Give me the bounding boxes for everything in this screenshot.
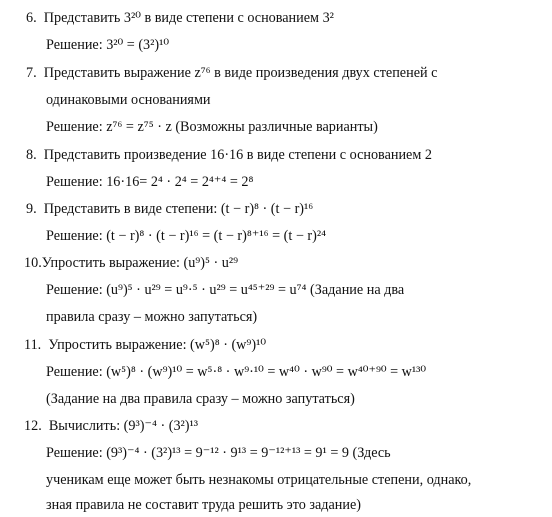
item-10-task — [24, 253, 238, 273]
task-text: Упростить выражение: (u⁹)⁵ · u²⁹ — [41, 255, 239, 271]
item-number: 9. — [26, 201, 37, 217]
item-number: 7. — [26, 65, 37, 81]
item-12-solution: Решение: (9³)⁻⁴ · (3²)¹³ = 9⁻¹² · 9¹³ = 9⁻¹²⁺¹³ = 9¹ = 9 (Здесь — [46, 445, 391, 461]
item-number: 10. — [24, 255, 42, 271]
item-7-solution: Решение: z⁷⁶ = z⁷⁵ · z (Возможны различные варианты) — [46, 119, 378, 135]
task-text: Представить выражение z⁷⁶ в виде произведения двух степеней с — [43, 65, 438, 81]
task-text: Упростить выражение: (w⁵)⁸ · (w⁹)¹⁰ — [48, 337, 267, 353]
task-text: Вычислить: (9³)⁻⁴ · (3²)¹³ — [48, 418, 199, 434]
item-10-solution-cont: правила сразу – можно запутаться) — [46, 309, 258, 325]
item-10-solution: Решение: (u⁹)⁵ · u²⁹ = u⁹·⁵ · u²⁹ = u⁴⁵⁺²⁹ = u⁷⁴ (Задание на два — [46, 282, 405, 298]
item-number: 8. — [26, 147, 37, 163]
item-12-task — [24, 416, 198, 436]
item-8-task — [26, 145, 432, 165]
item-6-task — [26, 8, 334, 28]
item-12-solution-cont2: зная правила не составит труда решить это задание) — [46, 497, 361, 513]
item-7-task-cont: одинаковыми основаниями — [46, 92, 211, 108]
item-11-task — [24, 335, 266, 355]
item-8-solution: Решение: 16·16= 2⁴ · 2⁴ = 2⁴⁺⁴ = 2⁸ — [46, 174, 254, 190]
item-7-task — [26, 63, 437, 83]
item-number: 12. — [24, 418, 42, 434]
item-number: 11. — [24, 337, 42, 353]
item-11-solution: Решение: (w⁵)⁸ · (w⁹)¹⁰ = w⁵·⁸ · w⁹·¹⁰ = w⁴⁰ · w⁹⁰ = w⁴⁰⁺⁹⁰ = w¹³⁰ — [46, 364, 427, 380]
item-6-solution: Решение: 3²⁰ = (3²)¹⁰ — [46, 37, 170, 53]
task-text: Представить в виде степени: (t − r)⁸ · (t − r)¹⁶ — [43, 201, 314, 217]
item-12-solution-cont1: ученикам еще может быть незнакомы отрицательные степени, однако, — [46, 472, 472, 488]
item-9-task — [26, 199, 313, 219]
item-number: 6. — [26, 10, 37, 26]
task-text: Представить 3²⁰ в виде степени с основанием 3² — [43, 10, 334, 26]
item-9-solution: Решение: (t − r)⁸ · (t − r)¹⁶ = (t − r)⁸⁺¹⁶ = (t − r)²⁴ — [46, 228, 327, 244]
item-11-note: (Задание на два правила сразу – можно запутаться) — [46, 391, 355, 407]
task-text: Представить произведение 16·16 в виде степени с основанием 2 — [43, 147, 432, 163]
